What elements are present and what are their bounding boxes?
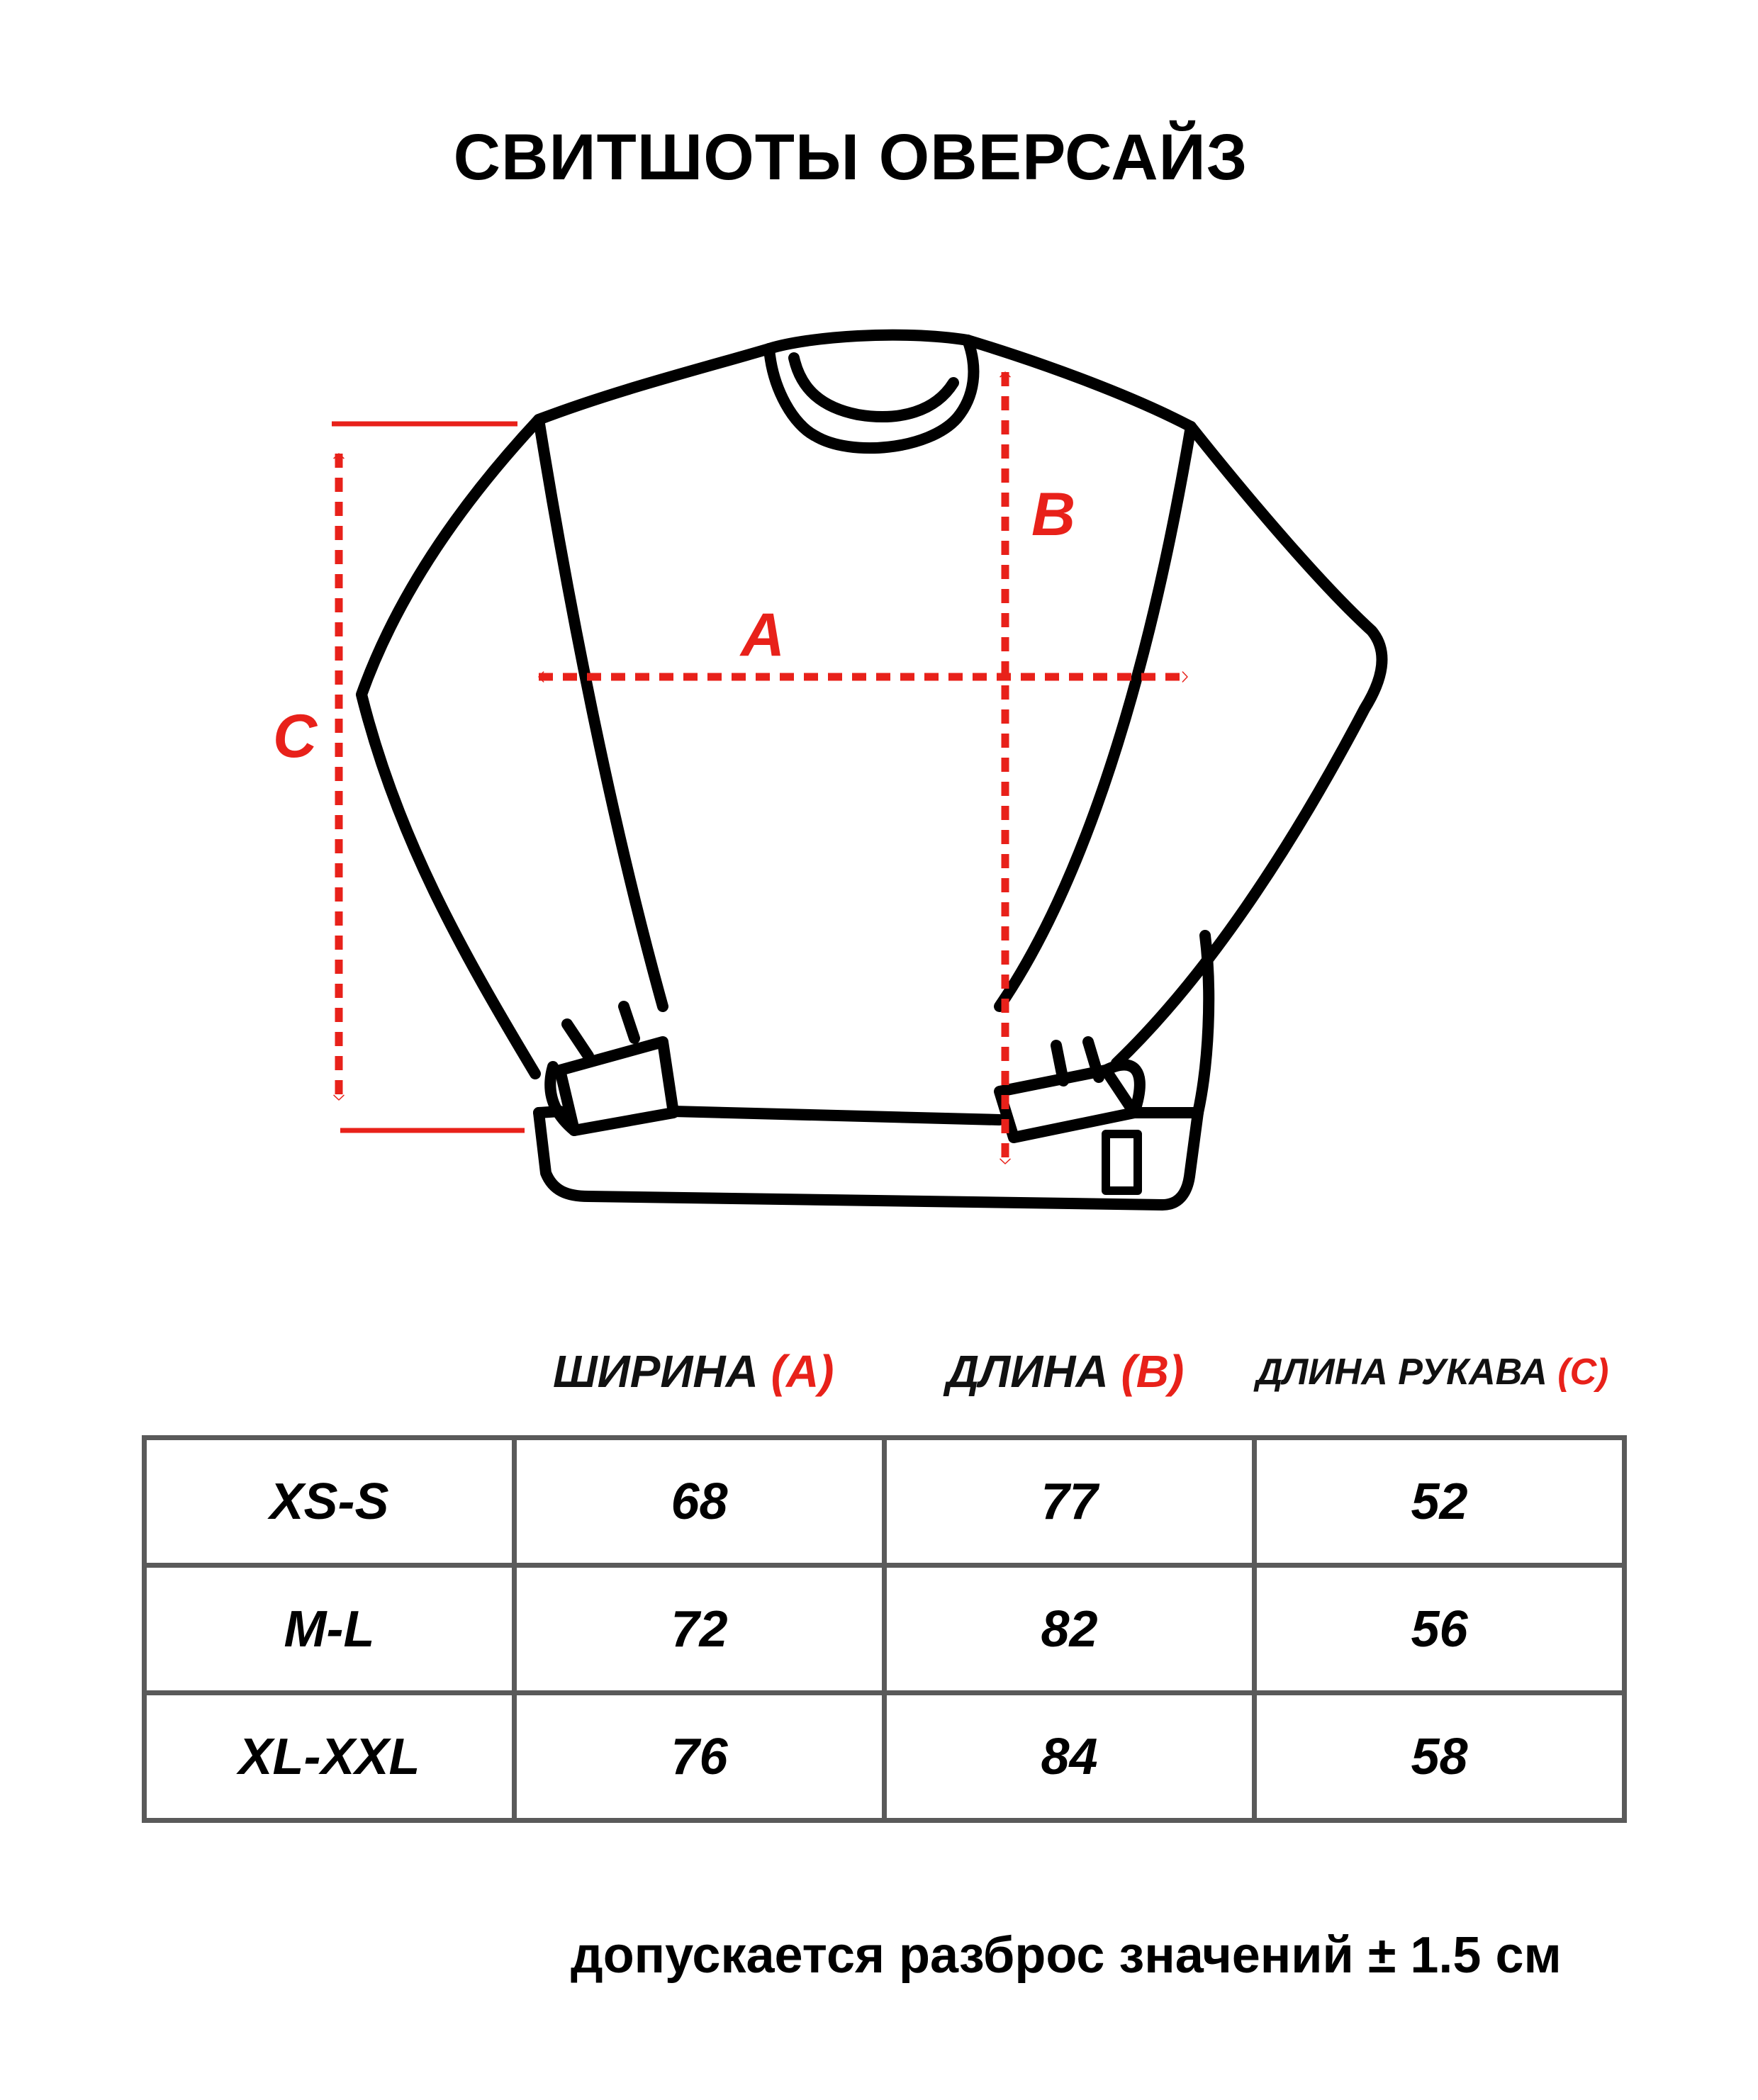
label-a: A [741, 601, 785, 669]
width-cell: 76 [515, 1693, 885, 1821]
tolerance-note: допускается разброс значений ± 1.5 см [571, 1927, 1562, 1984]
sweatshirt-diagram [0, 298, 1758, 1219]
width-cell: 68 [515, 1438, 885, 1566]
size-cell: M-L [145, 1566, 515, 1693]
header-sleeve-length: ДЛИНА РУКАВА (C) [1256, 1352, 1609, 1393]
page-title: СВИТШОТЫ ОВЕРСАЙЗ [453, 121, 1248, 193]
sweatshirt-outline [362, 335, 1382, 1205]
size-table [142, 1435, 1627, 1823]
length-cell: 84 [885, 1693, 1255, 1821]
table-row [145, 1566, 1625, 1693]
width-cell: 72 [515, 1566, 885, 1693]
measurement-guides [332, 424, 525, 1130]
header-width: ШИРИНА (A) [553, 1346, 834, 1397]
size-cell: XS-S [145, 1438, 515, 1566]
table-row [145, 1693, 1625, 1821]
sleeve-cell: 58 [1255, 1693, 1625, 1821]
header-length: ДЛИНА (B) [946, 1346, 1185, 1397]
table-row [145, 1438, 1625, 1566]
sleeve-cell: 52 [1255, 1438, 1625, 1566]
sleeve-cell: 56 [1255, 1566, 1625, 1693]
length-cell: 77 [885, 1438, 1255, 1566]
size-cell: XL-XXL [145, 1693, 515, 1821]
length-cell: 82 [885, 1566, 1255, 1693]
label-c: C [273, 702, 318, 770]
label-b: B [1031, 481, 1076, 549]
